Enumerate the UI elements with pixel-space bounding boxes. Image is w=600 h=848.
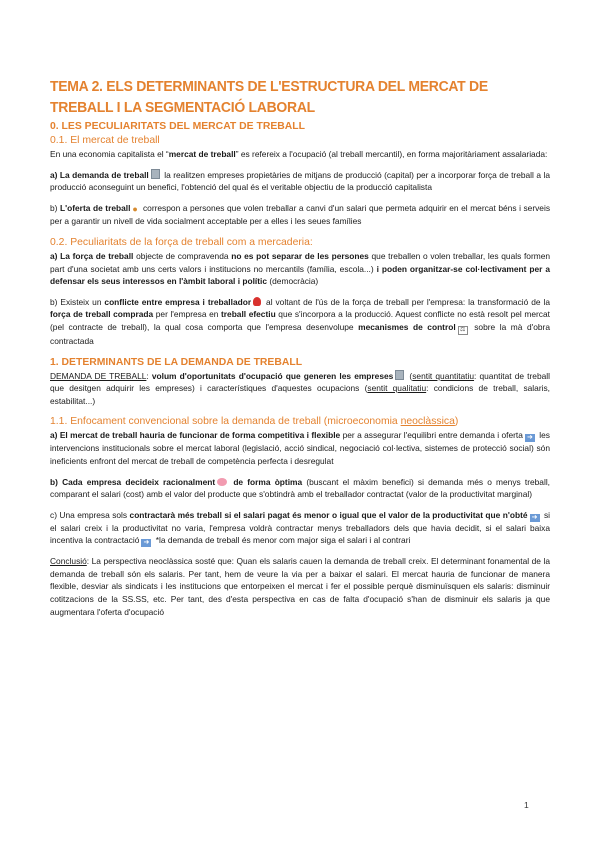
building-icon	[151, 169, 160, 179]
subsection-0-1-heading: 0.1. El mercat de treball	[50, 135, 160, 146]
building-icon	[395, 370, 404, 380]
arrow-right-icon: ➜	[141, 539, 151, 547]
arrow-right-icon: ➜	[525, 434, 535, 442]
paragraph-contractara: c) Una empresa sols contractarà més treball si el salari pagat és menor o igual que el valor de la productivitat que n'obté ➜ si el salari creix i la productivitat no varia, l'empresa voldrà contractar menys treballadors dels que havia decidit, si el salari baixa incentiva la contractació ➜ *la demanda de treball és menor com major siga el salari i al contrari	[50, 509, 551, 547]
paragraph-oferta: b) L'oferta de treball ● correspon a persones que volen treballar a canvi d'un salari que permeta adquirir en el mercat béns i serveis per a garantir un nivell de vida socialment acceptable per a elles i les seues famílies	[50, 202, 551, 227]
paragraph-conclusio: Conclusió: La perspectiva neoclàssica sosté que: Quan els salaris cauen la demanda de treball creix. El determinant fonamental de la demanda de treball són els salaris. Per tant, hem de veure la via per a baixar el salari. El mercat hauria de funcionar de manera flexible, desviar als sindicats i les institucions que entorpeixen el mercat i fer el possible perquè disminuïsquen els salaris: disminuir cotitzacions de la SS.SS, etc. Per tant, des d'esta perspectiva en cas de falta d'ocupació s'han de disminuir els salaris ja que augmentara l'oferta d'ocupació	[50, 556, 550, 617]
subsection-0-2-heading: 0.2. Peculiaritats de la força de treball com a mercaderia:	[50, 236, 313, 248]
section-0-heading: 0. LES PECULIARITATS DEL MERCAT DE TREBALL	[50, 121, 305, 132]
person-icon: ●	[132, 203, 138, 214]
paragraph-demanda: a) La demanda de treball la realitzen empreses propietàries de mitjans de producció (capital) per a incorporar força de treball a la producció aconseguint un benefici, l'obtenció del qual és el veritable objectiu de la producció capitalista	[50, 169, 551, 193]
section-1-heading: 1. DETERMINANTS DE LA DEMANDA DE TREBALL	[50, 356, 303, 368]
paragraph-competitiva: a) El mercat de treball hauria de funcionar de forma competitiva i flexible per a assegurar l'equilibri entre demanda i oferta ➜ les intervencions institucionals sobre el mercat laboral (legislació, acció sindical, negociació col·lectiva, sistemes de protecció social) són ineficients enfront del mercat de treball de competència perfecta i desregulat	[50, 430, 550, 466]
paragraph-demanda-treball: DEMANDA DE TREBALL: volum d'oportunitats d'ocupació que generen les empreses (sentit quantitatiu: quantitat de treball que desitgen adquirir les empreses) i característiques d'aquestes ocupacions (sentit qualitatiu: condicions de treball, salaris, estabilitat...)	[50, 370, 550, 406]
paragraph-forca: a) La força de treball objecte de compravenda no es pot separar de les persones que treballen o volen treballar, les quals formen part d'una societat amb uns certs valors i institucions no mercantils (família, escola...) i poden organitzar-se col·lectivament per a defensar els seus interessos en l'àmbit laboral i polític (democràcia)	[50, 250, 551, 287]
boxing-glove-icon	[253, 297, 261, 306]
subsection-1-1-heading: 1.1. Enfocament convencional sobre la demanda de treball (microeconomia neoclàssica)	[50, 416, 459, 428]
document-title: TEMA 2. ELS DETERMINANTS DE L'ESTRUCTURA DEL MERCAT DE TREBALL I LA SEGMENTACIÓ LABORAL	[50, 78, 488, 116]
paragraph-mercat: En una economia capitalista el “mercat de treball” es refereix a l'ocupació (al treball mercantil), en forma majoritàriament assalariada:	[50, 149, 548, 159]
page-number: 1	[524, 800, 529, 810]
paragraph-racionalment: b) Cada empresa decideix racionalment de forma òptima (buscant el màxim benefici) si demanda més o menys treball, comparant el salari (cost) amb el valor del producte que s'obtindrà amb el treballador contractat (valor de la productivitat marginal)	[50, 476, 551, 500]
arrow-right-icon: ➜	[530, 514, 540, 522]
paragraph-conflicte: b) Existeix un conflicte entre empresa i treballador al voltant de l'ús de la força de treball per l'empresa: la transformació de la força de treball comprada per l'empresa en treball efectiu que s'incorpora a la producció. Aquest conflicte no està resolt pel mercat (pel contracte de treball), la qual cosa comporta que l'empresa desenvolupe mecanismes de control ⚖ sobre la mà d'obra contractada	[50, 296, 550, 346]
document-page	[50, 76, 550, 618]
brain-icon	[217, 478, 227, 486]
scale-icon: ⚖	[458, 326, 468, 335]
